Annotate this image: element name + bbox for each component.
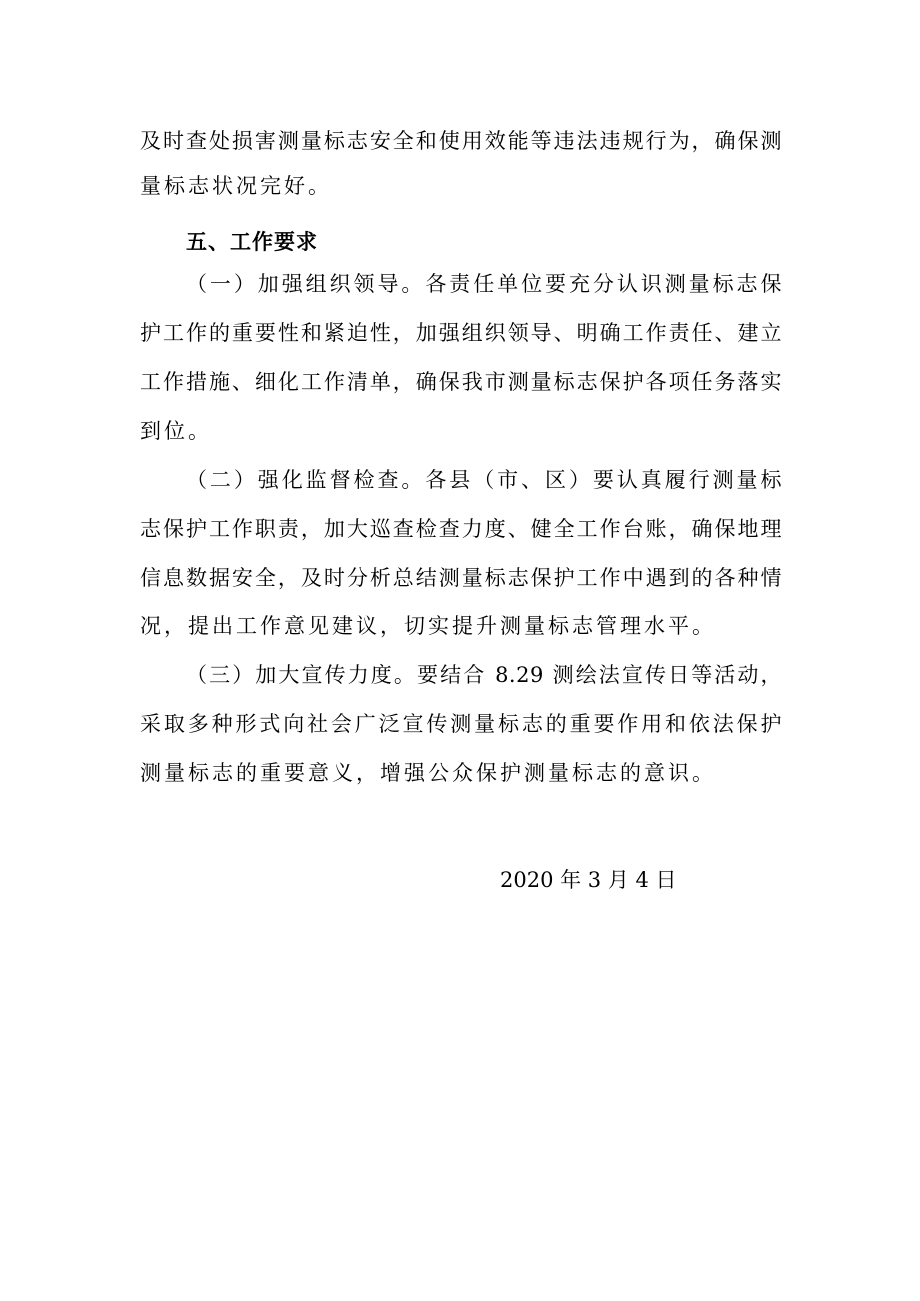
paragraph-line: 量标志状况完好。: [140, 174, 332, 198]
section-heading: 五、工作要求: [186, 230, 318, 254]
paragraph-line: 到位。: [140, 419, 212, 443]
paragraph-line: 采取多种形式向社会广泛宣传测量标志的重要作用和依法保护: [140, 712, 782, 736]
paragraph-line: （三）加大宣传力度。要结合 8.29 测绘法宣传日等活动，: [186, 663, 782, 687]
paragraph-line: （一）加强组织领导。各责任单位要充分认识测量标志保: [186, 272, 782, 296]
paragraph-line: 护工作的重要性和紧迫性，加强组织领导、明确工作责任、建立: [140, 321, 782, 345]
paragraph-line: 测量标志的重要意义，增强公众保护测量标志的意识。: [140, 761, 716, 785]
paragraph-line: 况，提出工作意见建议，切实提升测量标志管理水平。: [140, 614, 716, 638]
paragraph-line: 信息数据安全，及时分析总结测量标志保护工作中遇到的各种情: [140, 566, 782, 590]
paragraph-line: 工作措施、细化工作清单，确保我市测量标志保护各项任务落实: [140, 370, 782, 394]
paragraph-line: （二）强化监督检查。各县（市、区）要认真履行测量标: [186, 468, 782, 492]
paragraph-line: 志保护工作职责，加大巡查检查力度、健全工作台账，确保地理: [140, 517, 782, 541]
document-date: 2020 年 3 月 4 日: [500, 868, 677, 892]
paragraph-line: 及时查处损害测量标志安全和使用效能等违法违规行为，确保测: [140, 129, 782, 153]
